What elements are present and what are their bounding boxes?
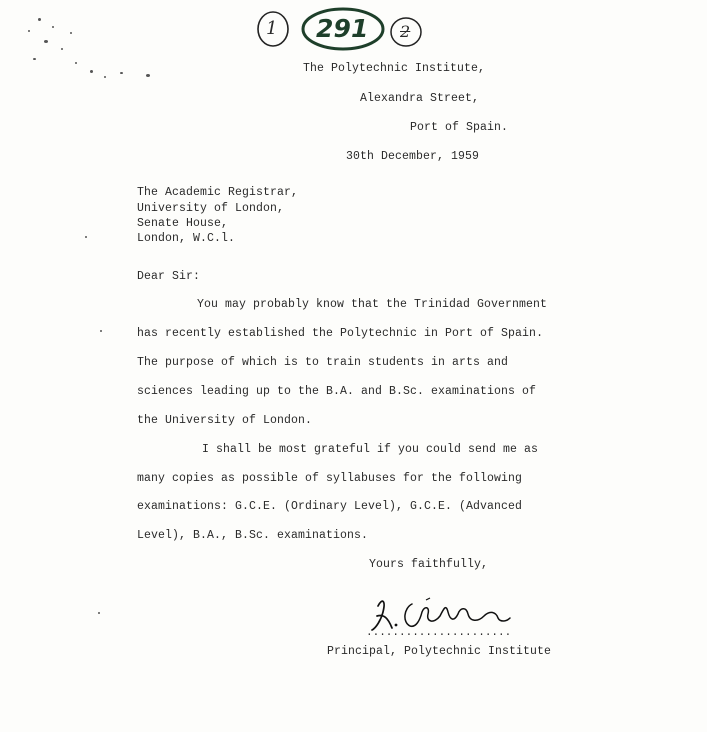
body-line: The purpose of which is to train students in arts and	[137, 356, 509, 369]
body-line: has recently established the Polytechnic in Port of Spain.	[137, 327, 544, 340]
body-line: You may probably know that the Trinidad Government	[197, 298, 548, 311]
body-line: sciences leading up to the B.A. and B.Sc. examinations of	[137, 385, 537, 398]
salutation: Dear Sir:	[137, 270, 201, 283]
sender-street: Alexandra Street,	[360, 92, 480, 105]
sender-institution: The Polytechnic Institute,	[303, 62, 486, 75]
signature-dotted-line: ......................	[366, 627, 512, 639]
recipient-line-2: University of London,	[137, 202, 285, 215]
recipient-line-3: Senate House,	[137, 217, 229, 230]
recipient-line-1: The Academic Registrar,	[137, 186, 299, 199]
body-line: many copies as possible of syllabuses for the following	[137, 472, 523, 485]
body-line: the University of London.	[137, 414, 313, 427]
body-line: Level), B.A., B.Sc. examinations.	[137, 529, 369, 542]
sender-city: Port of Spain.	[410, 121, 509, 134]
recipient-line-4: London, W.C.l.	[137, 232, 236, 245]
body-line: I shall be most grateful if you could send me as	[202, 443, 539, 456]
body-line: examinations: G.C.E. (Ordinary Level), G.C.E. (Advanced	[137, 500, 523, 513]
signatory-title: Principal, Polytechnic Institute	[327, 645, 552, 658]
annotation-number-2: 2	[400, 22, 411, 41]
annotation-number-1: 1	[266, 18, 278, 39]
closing: Yours faithfully,	[369, 558, 489, 571]
letter-date: 30th December, 1959	[346, 150, 480, 163]
annotation-number-291: 291	[316, 14, 369, 43]
